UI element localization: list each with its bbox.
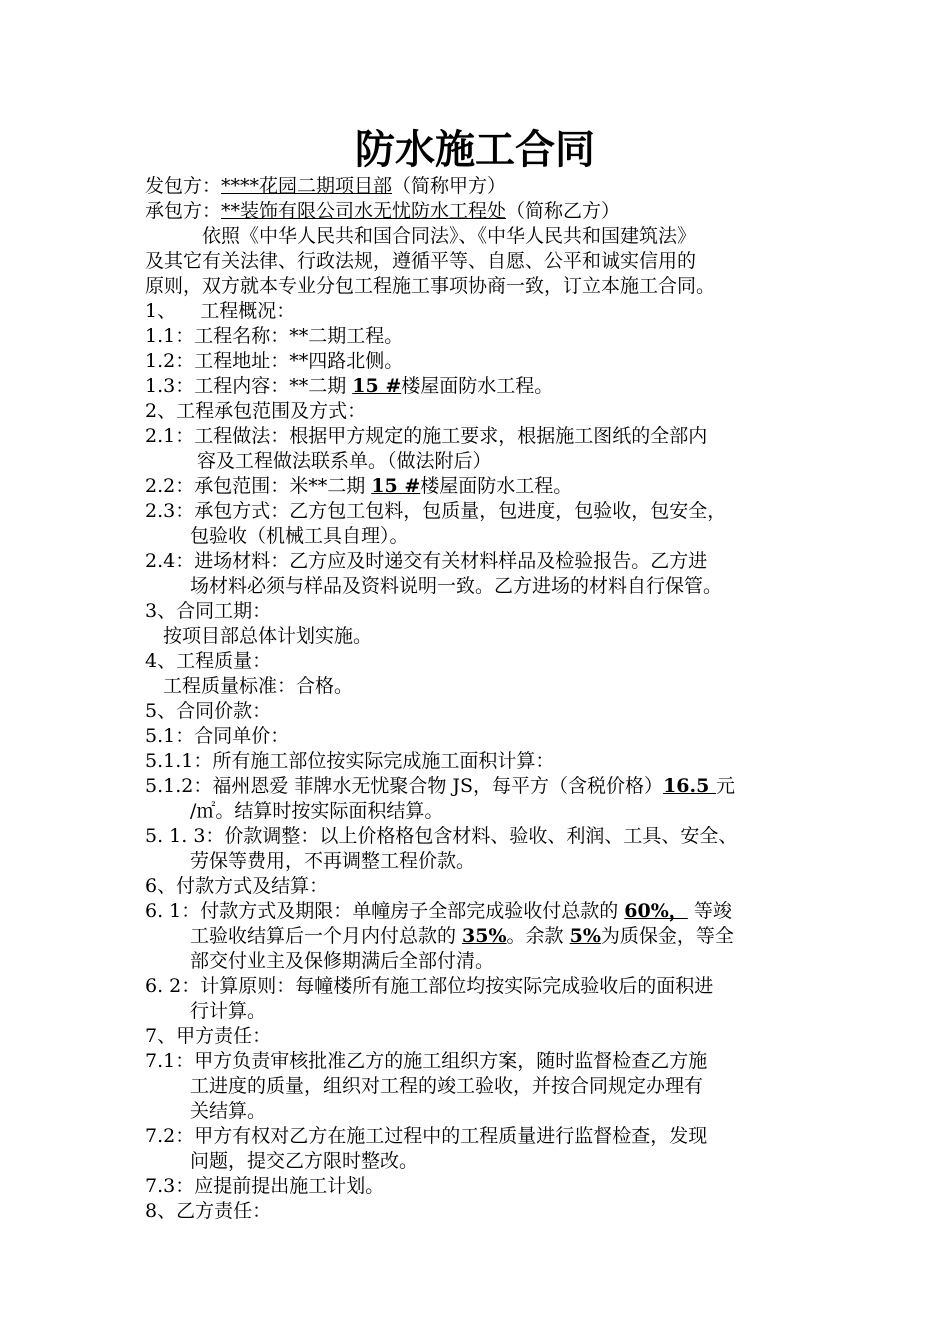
clause-1-1: 1.1：工程名称：**二期工程。 (145, 325, 404, 347)
section-1-heading: 1、 工程概况： (145, 300, 296, 322)
clause-5-1-1: 5.1.1：所有施工部位按实际完成施工面积计算： (145, 750, 555, 772)
clause-7-2-cont: 问题，提交乙方限时整改。 (190, 1150, 419, 1172)
section-6-heading: 6、付款方式及结算： (145, 875, 329, 897)
clause-5-1-3: 5. 1. 3：价款调整：以上价格格包含材料、验收、利润、工具、安全、 (145, 825, 738, 847)
clause-2-1-cont: 容及工程做法联系单。（做法附后） (197, 450, 492, 472)
clause-5-1: 5.1：合同单价： (145, 725, 290, 747)
payment-percent-1: 60%， (624, 900, 688, 922)
clause-7-1-cont: 工进度的质量，组织对工程的竣工验收，并按合同规定办理有 (190, 1075, 704, 1097)
clause-6-2: 6. 2：计算原则：每幢楼所有施工部位均按实际完成验收后的面积进 (145, 975, 714, 997)
unit-price: 16.5 (663, 775, 716, 797)
clause-6-1-cont (145, 924, 835, 949)
clause-7-1-cont-2: 关结算。 (190, 1100, 267, 1122)
party-b-label: 承包方： (145, 200, 222, 222)
clause-5-1-2-tail: 元 (715, 775, 735, 797)
clause-6-1-cont-2: 部交付业主及保修期满后全部付清。 (190, 950, 495, 972)
section-4-body: 工程质量标准：合格。 (163, 675, 354, 697)
clause-6-1-text: 6. 1：付款方式及期限：单幢房子全部完成验收付总款的 (145, 900, 625, 922)
clause-5-1-2-cont: /㎡。结算时按实际面积结算。 (190, 800, 444, 822)
clause-6-1-tail: 等竣 (687, 900, 732, 922)
payment-percent-3: 5% (569, 925, 601, 947)
building-number: 15 # (371, 475, 421, 497)
clause-2-3-cont: 包验收（机械工具自理）。 (190, 525, 409, 547)
clause-7-3: 7.3：应提前提出施工计划。 (145, 1175, 385, 1197)
clause-2-4-cont: 场材料必须与样品及资料说明一致。乙方进场的材料自行保管。 (190, 575, 723, 597)
clause-1-2: 1.2：工程地址：**四路北侧。 (145, 350, 404, 372)
section-8-heading: 8、乙方责任： (145, 1200, 272, 1222)
section-3-heading: 3、合同工期： (145, 600, 272, 622)
party-b-line (145, 199, 835, 224)
section-7-heading: 7、甲方责任： (145, 1025, 272, 1047)
clause-6-1-cont-text: 工验收结算后一个月内付总款的 (190, 925, 463, 947)
party-a-label: 发包方： (145, 175, 222, 197)
payment-percent-2: 35% (462, 925, 507, 947)
clause-1-3 (145, 374, 835, 399)
clause-1-3-text: 1.3：工程内容：**二期 (145, 375, 353, 397)
preamble-line-2: 及其它有关法律、行政法规，遵循平等、自愿、公平和诚实信用的 (145, 250, 697, 272)
party-a-name: ****花园二期项目部 (221, 175, 393, 197)
clause-2-2-tail: 楼屋面防水工程。 (420, 475, 573, 497)
clause-2-4: 2.4：进场材料：乙方应及时递交有关材料样品及检验报告。乙方进 (145, 550, 708, 572)
clause-5-1-2-text: 5.1.2：福州恩爱 菲牌水无忧聚合物 JS，每平方（含税价格） (145, 775, 664, 797)
party-a-line (145, 174, 835, 199)
clause-2-2 (145, 474, 835, 499)
clause-6-1-cont-tail: 为质保金，等全 (600, 925, 734, 947)
building-number: 15 # (352, 375, 402, 397)
clause-6-2-cont: 行计算。 (190, 1000, 267, 1022)
document-body (145, 174, 835, 1224)
section-2-heading: 2、工程承包范围及方式： (145, 400, 367, 422)
clause-6-1-cont-mid: 。余款 (506, 925, 570, 947)
clause-2-1: 2.1：工程做法：根据甲方规定的施工要求，根据施工图纸的全部内 (145, 425, 708, 447)
clause-6-1 (145, 899, 835, 924)
party-b-name: **装饰有限公司水无忧防水工程处 (221, 200, 507, 222)
section-5-heading: 5、合同价款： (145, 700, 272, 722)
document-title: 防水施工合同 (355, 126, 595, 173)
preamble-line-3: 原则，双方就本专业分包工程施工事项协商一致，订立本施工合同。 (145, 275, 716, 297)
party-a-suffix: （简称甲方） (392, 175, 507, 197)
clause-5-1-3-cont: 劳保等费用，不再调整工程价款。 (190, 850, 476, 872)
section-4-heading: 4、工程质量： (145, 650, 272, 672)
clause-2-2-text: 2.2：承包范围：米**二期 (145, 475, 372, 497)
clause-1-3-tail: 楼屋面防水工程。 (401, 375, 554, 397)
party-b-suffix: （简称乙方） (506, 200, 621, 222)
section-3-body: 按项目部总体计划实施。 (163, 625, 373, 647)
preamble-line-1: 依照《中华人民共和国合同法》、《中华人民共和国建筑法》 (202, 225, 697, 247)
clause-2-3: 2.3：承包方式：乙方包工包料，包质量，包进度，包验收，包安全， (145, 500, 727, 522)
clause-5-1-2 (145, 774, 835, 799)
clause-7-1: 7.1：甲方负责审核批准乙方的施工组织方案，随时监督检查乙方施 (145, 1050, 708, 1072)
clause-7-2: 7.2：甲方有权对乙方在施工过程中的工程质量进行监督检查，发现 (145, 1125, 708, 1147)
